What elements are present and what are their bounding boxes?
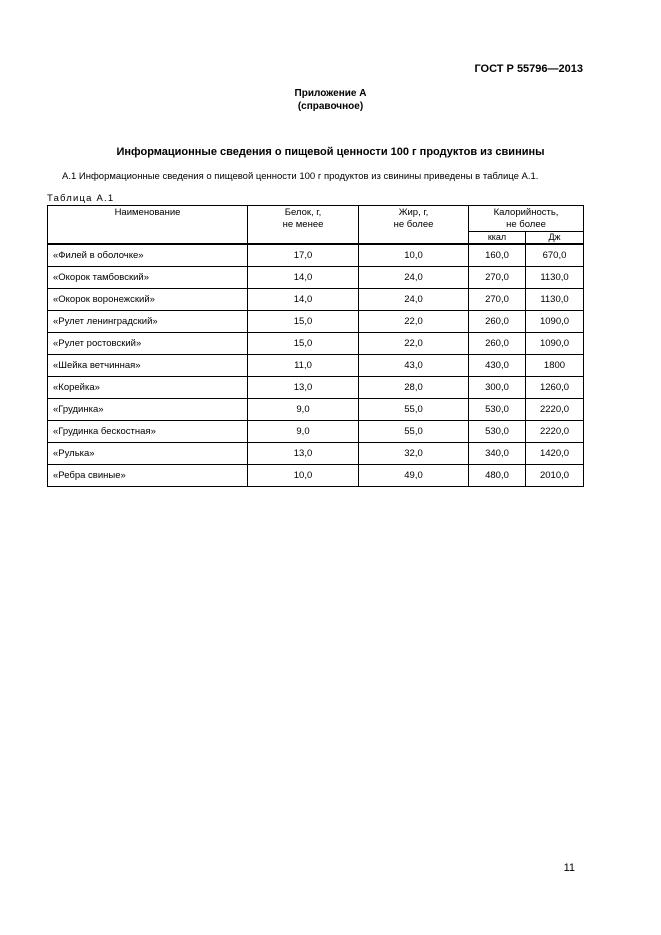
- table-row: [48, 267, 584, 289]
- header-name: Наименование: [48, 206, 248, 245]
- header-protein-line2: не менее: [282, 219, 324, 230]
- kj-cell: 2010,0: [526, 465, 584, 487]
- header-fat: [359, 206, 469, 245]
- kcal-cell: 530,0: [469, 399, 526, 421]
- fat-cell: 55,0: [359, 399, 469, 421]
- header-kcal: ккал: [469, 232, 526, 245]
- protein-cell: 15,0: [248, 311, 359, 333]
- fat-cell: 24,0: [359, 289, 469, 311]
- fat-cell: 55,0: [359, 421, 469, 443]
- fat-cell: 24,0: [359, 267, 469, 289]
- fat-cell: 49,0: [359, 465, 469, 487]
- kj-cell: 670,0: [526, 244, 584, 267]
- product-name-cell: «Грудинка бескостная»: [48, 421, 248, 443]
- product-name-cell: «Окорок воронежский»: [48, 289, 248, 311]
- table-caption: Таблица А.1: [47, 193, 115, 204]
- table-row: [48, 311, 584, 333]
- table-row: [48, 355, 584, 377]
- kcal-cell: 160,0: [469, 244, 526, 267]
- kcal-cell: 270,0: [469, 267, 526, 289]
- fat-cell: 28,0: [359, 377, 469, 399]
- kj-cell: 1090,0: [526, 333, 584, 355]
- protein-cell: 17,0: [248, 244, 359, 267]
- header-kj: Дж: [526, 232, 584, 245]
- table-row: [48, 421, 584, 443]
- header-calorie: [469, 206, 584, 232]
- table-row: [48, 443, 584, 465]
- product-name-cell: «Ребра свиные»: [48, 465, 248, 487]
- fat-cell: 10,0: [359, 244, 469, 267]
- table-row: [48, 399, 584, 421]
- protein-cell: 9,0: [248, 421, 359, 443]
- fat-cell: 32,0: [359, 443, 469, 465]
- header-fat-line2: не более: [393, 219, 434, 230]
- protein-cell: 10,0: [248, 465, 359, 487]
- kj-cell: 2220,0: [526, 421, 584, 443]
- kcal-cell: 260,0: [469, 311, 526, 333]
- protein-cell: 14,0: [248, 289, 359, 311]
- kj-cell: 2220,0: [526, 399, 584, 421]
- protein-cell: 14,0: [248, 267, 359, 289]
- kcal-cell: 340,0: [469, 443, 526, 465]
- product-name-cell: «Рулет ленинградский»: [48, 311, 248, 333]
- appendix-subtitle: (справочное): [297, 101, 364, 112]
- kcal-cell: 260,0: [469, 333, 526, 355]
- appendix-title: [0, 87, 661, 113]
- kcal-cell: 300,0: [469, 377, 526, 399]
- product-name-cell: «Филей в оболочке»: [48, 244, 248, 267]
- table-row: [48, 465, 584, 487]
- header-fat-line1: Жир, г,: [398, 207, 429, 218]
- table-row: [48, 244, 584, 267]
- page-number: 11: [563, 862, 575, 874]
- kj-cell: 1130,0: [526, 289, 584, 311]
- fat-cell: 43,0: [359, 355, 469, 377]
- kcal-cell: 430,0: [469, 355, 526, 377]
- product-name-cell: «Рулет ростовский»: [48, 333, 248, 355]
- header-protein-line1: Белок, г,: [284, 207, 322, 218]
- table-body: [48, 244, 584, 487]
- nutrition-table: [47, 205, 584, 487]
- standard-code: ГОСТ Р 55796—2013: [474, 63, 583, 75]
- kcal-cell: 270,0: [469, 289, 526, 311]
- product-name-cell: «Корейка»: [48, 377, 248, 399]
- product-name-cell: «Грудинка»: [48, 399, 248, 421]
- header-calorie-line1: Калорийность,: [493, 207, 559, 218]
- fat-cell: 22,0: [359, 311, 469, 333]
- fat-cell: 22,0: [359, 333, 469, 355]
- protein-cell: 9,0: [248, 399, 359, 421]
- intro-paragraph: А.1 Информационные сведения о пищевой ценности 100 г продуктов из свинины приведены в таблице А.1.: [62, 171, 539, 182]
- table-row: [48, 333, 584, 355]
- section-heading: Информационные сведения о пищевой ценности 100 г продуктов из свинины: [116, 146, 545, 158]
- kj-cell: 1800: [526, 355, 584, 377]
- protein-cell: 13,0: [248, 377, 359, 399]
- table-row: [48, 377, 584, 399]
- product-name-cell: «Окорок тамбовский»: [48, 267, 248, 289]
- kj-cell: 1130,0: [526, 267, 584, 289]
- header-protein: [248, 206, 359, 245]
- kcal-cell: 530,0: [469, 421, 526, 443]
- kj-cell: 1260,0: [526, 377, 584, 399]
- kcal-cell: 480,0: [469, 465, 526, 487]
- protein-cell: 15,0: [248, 333, 359, 355]
- protein-cell: 13,0: [248, 443, 359, 465]
- header-calorie-line2: не более: [506, 219, 546, 230]
- kj-cell: 1090,0: [526, 311, 584, 333]
- product-name-cell: «Шейка ветчинная»: [48, 355, 248, 377]
- protein-cell: 11,0: [248, 355, 359, 377]
- appendix-label: Приложение А: [294, 88, 367, 99]
- product-name-cell: «Рулька»: [48, 443, 248, 465]
- kj-cell: 1420,0: [526, 443, 584, 465]
- table-row: [48, 289, 584, 311]
